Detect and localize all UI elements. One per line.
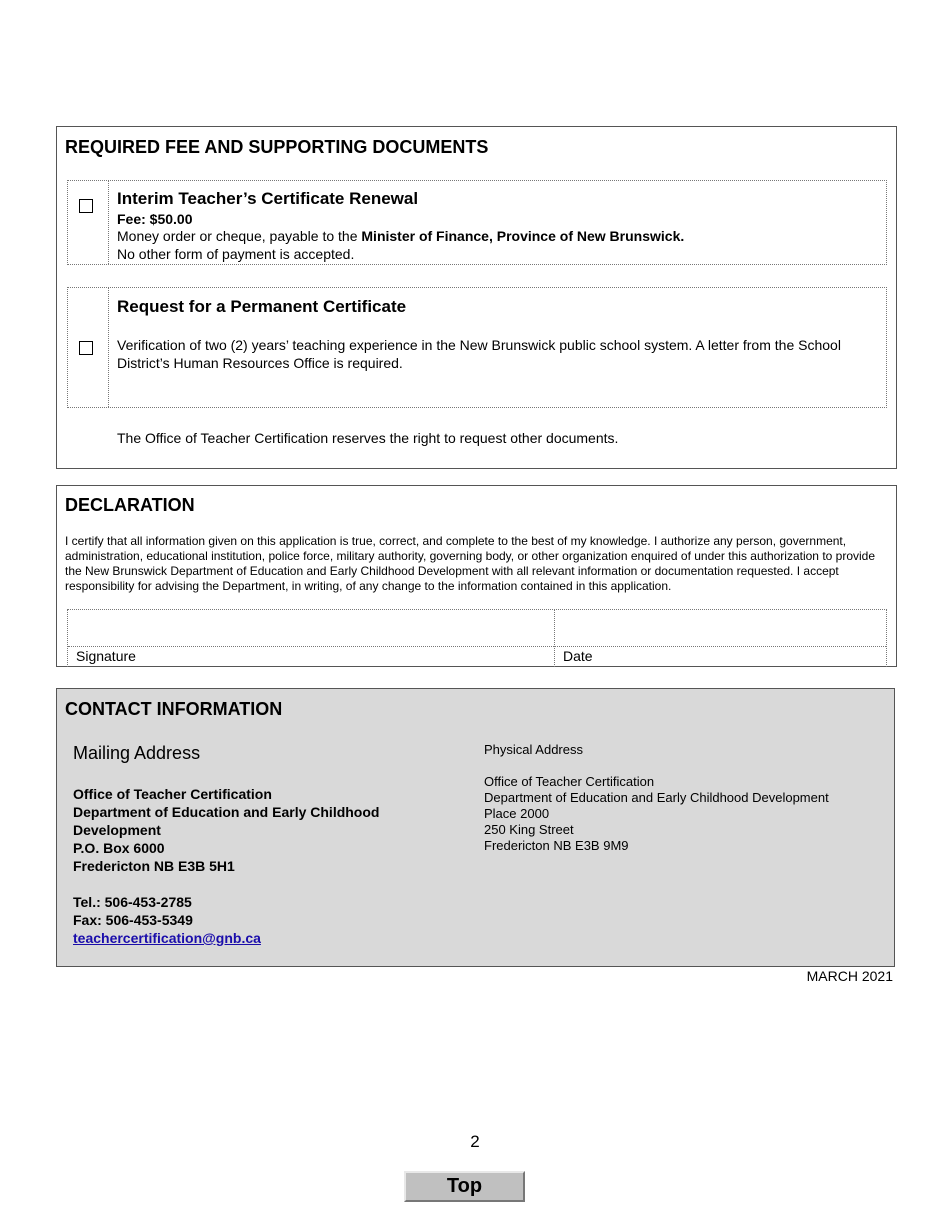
fee-amount: Fee: $50.00 xyxy=(117,211,193,227)
signature-label: Signature xyxy=(76,648,136,664)
phys-department: Department of Education and Early Childhood Development xyxy=(484,790,829,805)
contact-section xyxy=(56,688,895,967)
fax-number: Fax: 506-453-5349 xyxy=(73,912,193,928)
page-number: 2 xyxy=(470,1132,480,1151)
interim-renewal-option xyxy=(67,180,887,265)
phys-place: Place 2000 xyxy=(484,806,550,821)
fee-documents-section xyxy=(56,126,897,469)
payment-note: No other form of payment is accepted. xyxy=(117,246,355,262)
section-title: CONTACT INFORMATION xyxy=(65,699,283,719)
mailing-address-title: Mailing Address xyxy=(73,743,201,763)
payee-name: Minister of Finance, Province of New Brunswick. xyxy=(361,228,685,244)
date-label: Date xyxy=(563,648,593,664)
mail-city: Fredericton NB E3B 5H1 xyxy=(73,858,235,874)
interim-renewal-checkbox[interactable] xyxy=(79,199,93,213)
reserve-note: The Office of Teacher Certification reserves the right to request other documents. xyxy=(117,430,619,446)
option-title: Interim Teacher’s Certificate Renewal xyxy=(117,189,419,208)
permanent-certificate-option xyxy=(67,287,887,408)
email-link[interactable]: teachercertification@gnb.ca xyxy=(73,930,261,946)
mail-department: Department of Education and Early Childhood Development xyxy=(73,804,380,838)
phys-street: 250 King Street xyxy=(484,822,574,837)
mail-po-box: P.O. Box 6000 xyxy=(73,840,165,856)
physical-address xyxy=(484,774,884,854)
edition-date: MARCH 2021 xyxy=(806,968,893,984)
declaration-text: I certify that all information given on this application is true, correct, and complete to the best of my knowledge. I authorize any person, government, administration, educational institution, police force, military authority, governing body, or other organization enquired of under this authorization to provide the New Brunswick Department of Education and Early Childhood Development with all relevant information or documentation requested. I accept responsibility for advising the Department, in writing, of any change to the information contained in this application. xyxy=(65,534,876,593)
payment-instructions: Money order or cheque, payable to the Minister of Finance, Province of New Brunswick. xyxy=(117,228,685,244)
signature-row xyxy=(67,609,887,667)
section-title: DECLARATION xyxy=(65,495,195,515)
physical-address-title: Physical Address xyxy=(484,742,583,757)
section-title: REQUIRED FEE AND SUPPORTING DOCUMENTS xyxy=(65,137,489,157)
mailing-address xyxy=(73,785,453,947)
phone-number: Tel.: 506-453-2785 xyxy=(73,894,192,910)
date-field[interactable] xyxy=(555,610,886,667)
declaration-section xyxy=(56,485,897,667)
phys-office: Office of Teacher Certification xyxy=(484,774,655,789)
option-title: Request for a Permanent Certificate xyxy=(117,297,407,316)
top-button[interactable]: Top xyxy=(404,1171,525,1202)
mail-office: Office of Teacher Certification xyxy=(73,786,272,802)
signature-field[interactable] xyxy=(68,610,555,667)
phys-city: Fredericton NB E3B 9M9 xyxy=(484,838,629,853)
option-description: Verification of two (2) years’ teaching experience in the New Brunswick public school system. A letter from the School District’s Human Resources Office is required. xyxy=(117,337,841,371)
permanent-certificate-checkbox[interactable] xyxy=(79,341,93,355)
